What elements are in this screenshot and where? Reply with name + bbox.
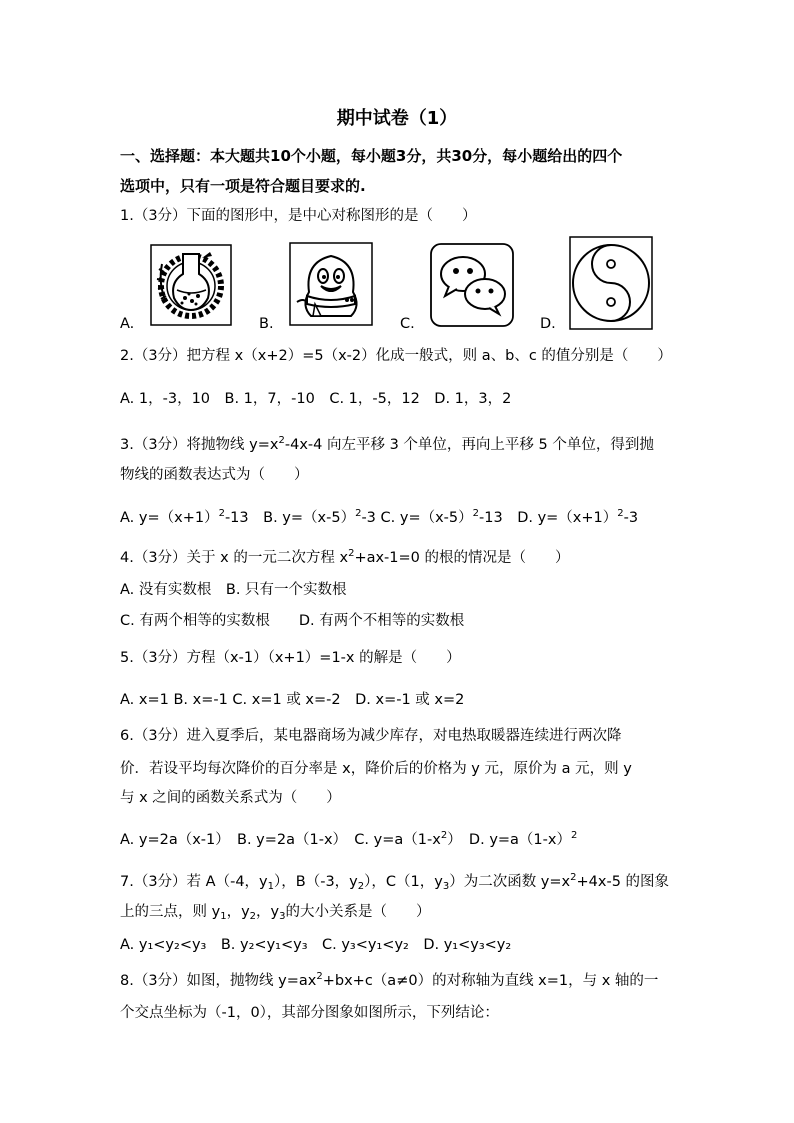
page-title: 期中试卷（1） <box>336 108 458 129</box>
q7-options: A. y₁<y₂<y₃ B. y₂<y₁<y₃ C. y₃<y₁<y₂ D. y₁<y₃<y₂ <box>120 937 512 953</box>
q6-stem-line3: 与 x 之间的函数关系式为（ ） <box>120 790 341 806</box>
penguin-qq-logo-icon <box>289 242 373 326</box>
yin-yang-symbol-icon <box>569 236 653 330</box>
q6-stem-line2: 价．若设平均每次降价的百分率是 x，降价后的价格为 y 元，原价为 a 元，则 y <box>120 761 632 777</box>
q3-stem-line2: 物线的函数表达式为（ ） <box>120 467 309 483</box>
q8-stem-line2: 个交点坐标为（-1，0），其部分图象如图所示，下列结论： <box>120 1005 499 1021</box>
q4-options-line2: C. 有两个相等的实数根 D. 有两个不相等的实数根 <box>120 613 465 629</box>
q3-stem-line1: 3.（3分）将抛物线 $y=x^2-4x-4$ 向左平移 3 个单位，再向上平移 5 个单位，得到抛 <box>120 435 654 453</box>
q5-options: A. x=1 B. x=-1 C. x=1 或 x=-2 D. x=-1 或 x=2 <box>120 692 465 708</box>
q4-stem: 4.（3分）关于 x 的一元二次方程 $x^2+ax-1=0$ 的根的情况是（ ） <box>120 548 570 566</box>
flask-gear-emblem-icon <box>150 244 232 326</box>
q1-label-b: B. <box>259 316 274 332</box>
q1-label-d: D. <box>540 316 556 332</box>
q2-stem: 2.（3分）把方程 x（x+2）=5（x-2）化成一般式，则 a、b、c 的值分别是（ ） <box>120 348 672 364</box>
q8-stem-line1: 8.（3分）如图，抛物线 $y=ax^2+bx+c(a\ne 0)$的对称轴为直线 x=1，与 x 轴的一 <box>120 971 659 989</box>
q7-stem-line2: 上的三点，则 $y_1$，$y_2$，$y_3$的大小关系是（ ） <box>120 904 431 922</box>
q6-stem-line1: 6.（3分）进入夏季后，某电器商场为减少库存，对电热取暖器连续进行两次降 <box>120 728 622 744</box>
q4-options-line1: A. 没有实数根 B. 只有一个实数根 <box>120 582 347 598</box>
q7-stem-line1: 7.（3分）若 A（-4，$y_1$），B（-3，$y_2$），C（1，$y_3$）为二次函数 $y=x^2+4x-5$ 的图象 <box>120 872 670 892</box>
q1-label-c: C. <box>400 316 415 332</box>
q1-stem: 1.（3分）下面的图形中，是中心对称图形的是（ ） <box>120 208 477 224</box>
wechat-logo-icon <box>429 242 515 328</box>
q2-options: A. 1，-3，10 B. 1，7，-10 C. 1，-5，12 D. 1，3，2 <box>120 391 512 407</box>
section-heading-line2: 选项中，只有一项是符合题目要求的. <box>120 177 366 195</box>
q3-options: A. $y=(x+1)^2-13$ B. $y=(x-5)^2-3$ C. $y=(x-5)^2-13$ D. $y=(x+1)^2-3$ <box>120 508 639 526</box>
q6-options: A. y=2a（x-1） B. y=2a（1-x） C. $y=a(1-x^2)$ D. $y=a(1-x)^2$ <box>120 830 578 848</box>
q5-stem: 5.（3分）方程（x-1）（x+1）=1-x 的解是（ ） <box>120 650 461 666</box>
section-heading-line1: 一、选择题：本大题共10个小题，每小题3分，共30分，每小题给出的四个 <box>120 147 623 165</box>
q1-label-a: A. <box>120 316 135 332</box>
